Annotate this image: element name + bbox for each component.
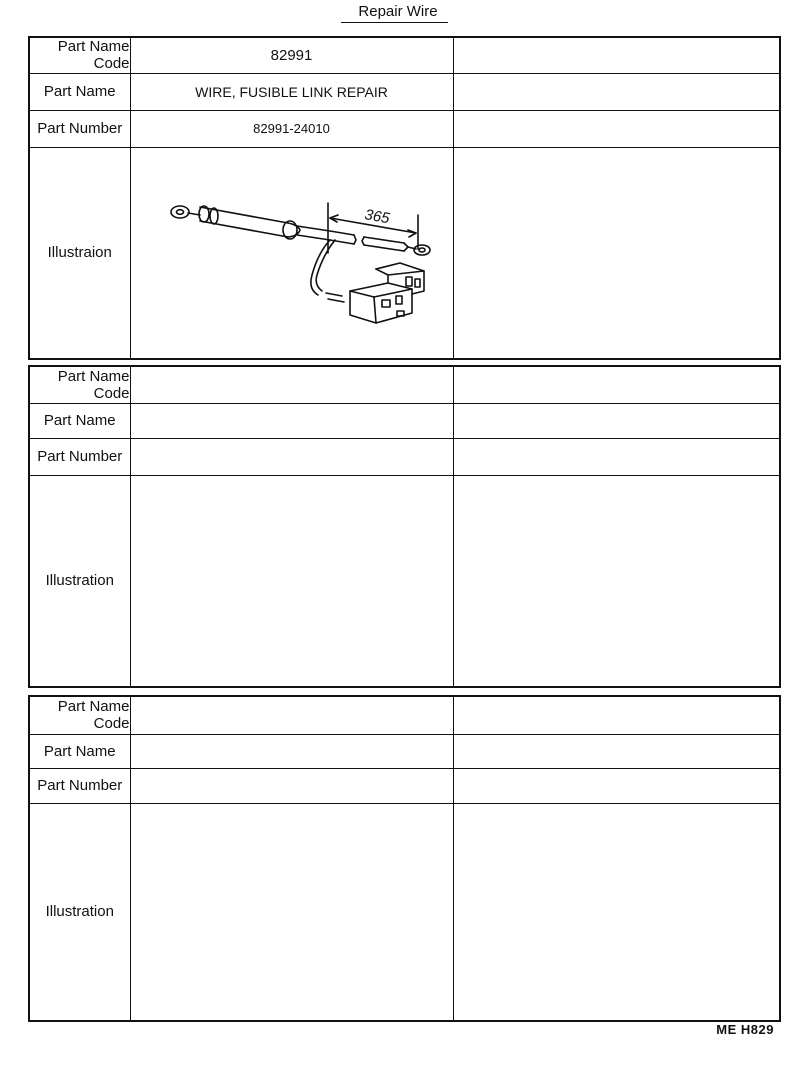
label-part-number: Part Number (29, 768, 130, 803)
extra-cell (453, 696, 780, 734)
value-part-name-code (130, 696, 453, 734)
value-part-name-code (130, 366, 453, 403)
page-title: Repair Wire (358, 3, 438, 20)
extra-cell (453, 438, 780, 475)
label-illustration: Illustraion (29, 147, 130, 359)
row-part-name (29, 403, 780, 438)
value-part-name (130, 403, 453, 438)
row-part-name-code (29, 696, 780, 734)
row-illustration (29, 475, 780, 687)
row-part-number (29, 438, 780, 475)
extra-cell (453, 768, 780, 803)
part-block-3 (28, 695, 781, 1022)
label-part-number: Part Number (29, 110, 130, 147)
title-underline (341, 22, 448, 23)
row-part-name-code (29, 366, 780, 403)
extra-cell (453, 73, 780, 110)
row-part-name (29, 73, 780, 110)
extra-cell (453, 803, 780, 1021)
extra-cell (453, 475, 780, 687)
row-part-name-code (29, 37, 780, 73)
fusible-link-repair-wire-drawing-icon (142, 163, 442, 343)
row-illustration (29, 803, 780, 1021)
part-block-1 (28, 36, 781, 360)
label-part-name-code: Part Name Code (29, 696, 130, 734)
extra-cell (453, 37, 780, 73)
row-part-number (29, 110, 780, 147)
row-part-name (29, 734, 780, 768)
label-part-name: Part Name (29, 403, 130, 438)
label-illustration: Illustration (29, 475, 130, 687)
part-block-2 (28, 365, 781, 688)
illustration-cell (130, 147, 453, 359)
row-part-number (29, 768, 780, 803)
extra-cell (453, 403, 780, 438)
extra-cell (453, 147, 780, 359)
value-part-number: 82991-24010 (130, 110, 453, 147)
label-part-number: Part Number (29, 438, 130, 475)
value-part-number (130, 768, 453, 803)
extra-cell (453, 734, 780, 768)
row-illustration (29, 147, 780, 359)
label-part-name-code: Part Name Code (29, 366, 130, 403)
value-part-name (130, 734, 453, 768)
extra-cell (453, 366, 780, 403)
label-part-name: Part Name (29, 73, 130, 110)
illustration-cell (130, 475, 453, 687)
label-part-name-code: Part Name Code (29, 37, 130, 73)
document-code: ME H829 (716, 1022, 774, 1037)
dimension-label: 365 (362, 205, 391, 228)
label-part-name: Part Name (29, 734, 130, 768)
label-illustration: Illustration (29, 803, 130, 1021)
value-part-name: WIRE, FUSIBLE LINK REPAIR (130, 73, 453, 110)
value-part-number (130, 438, 453, 475)
illustration-cell (130, 803, 453, 1021)
value-part-name-code: 82991 (130, 37, 453, 73)
extra-cell (453, 110, 780, 147)
